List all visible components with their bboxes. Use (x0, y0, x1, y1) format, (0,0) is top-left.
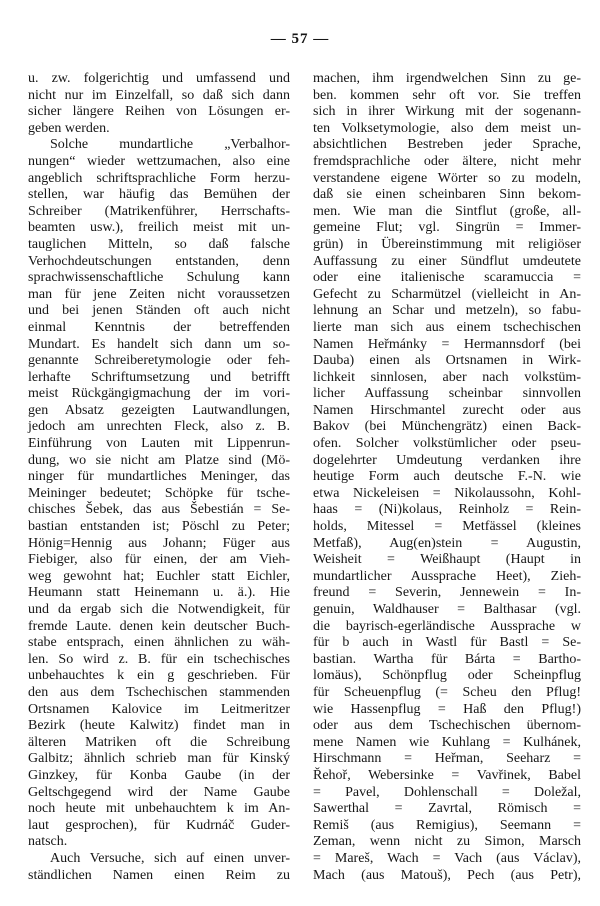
paragraph (313, 71, 581, 884)
text-line: Remiš (aus Remigius), Seemann = (313, 817, 581, 833)
paragraph (28, 851, 290, 884)
text-line: beamten usw.), freilich meist mit un- (28, 220, 290, 236)
text-line: Bakov (bei Münchengrätz) einen Back- (313, 419, 581, 435)
text-line: man für jene Zeiten nicht voraussetzen (28, 286, 290, 302)
text-line: Namen Hirschmantel zurecht oder aus (313, 402, 581, 418)
text-line: Heumann statt Heinemann u. ä.). Hie (28, 585, 290, 601)
text-line: Metfaß), Aug(en)stein = Augustin, (313, 535, 581, 551)
text-line: gemeine Flut; vgl. Singrün = Immer- (313, 220, 581, 236)
text-line: = Pavel, Dohlenschall = Doležal, (313, 784, 581, 800)
text-line: Řehoř, Webersinke = Vavřinek, Babel (313, 767, 581, 783)
text-line: Sawerthal = Zavrtal, Römisch = (313, 801, 581, 817)
text-line: sich in ihrer Wirkung mit der sogenann- (313, 104, 581, 120)
text-line: nungen“ wieder wettzumachen, also eine (28, 153, 290, 169)
text-line: oder aus dem Tschechischen übernom- (313, 718, 581, 734)
text-line: nicht nur im Einzelfall, so daß sich dann (28, 87, 290, 103)
text-line: Mach (aus Matouš), Pech (aus Petr), (313, 867, 581, 883)
text-line: chisches Šebek, das aus Šebestián = Se- (28, 502, 290, 518)
paragraph (28, 71, 290, 137)
text-line: Zeman, wenn nicht zu Simon, Marsch (313, 834, 581, 850)
text-line: lomäus), Schönpflug oder Scheinpflug (313, 668, 581, 684)
text-line: für Scheuenpflug (= Scheu den Pflug! (313, 684, 581, 700)
text-line: daß sie einen scheinbaren Sinn bekom- (313, 187, 581, 203)
text-line: Ginzkey, für Konba Gaube (in der (28, 767, 290, 783)
text-line: Meininger bedeutet; Schöpke für tsche- (28, 485, 290, 501)
text-line: holds, Mitessel = Metfässel (kleines (313, 519, 581, 535)
text-line: Ortsnamen Kalovice im Leitmeritzer (28, 701, 290, 717)
text-line: mene Namen wie Kuhlang = Kulhánek, (313, 734, 581, 750)
text-line: = Mareš, Wach = Vach (aus Václav), (313, 850, 581, 866)
text-line: ten Volksetymologie, also dem meist un- (313, 120, 581, 136)
text-line: stabe entsprach, einen ähnlichen zu wäh- (28, 635, 290, 651)
text-line: len. So wird z. B. für ein tschechisches (28, 651, 290, 667)
text-line: die bayrisch-egerländische Aussprache w (313, 618, 581, 634)
text-line: Auch Versuche, sich auf einen unver- (50, 850, 290, 866)
text-line: jedoch am unrechten Fleck, also z. B. (28, 419, 290, 435)
text-line: ben. kommen sehr oft vor. Sie treffen (313, 87, 581, 103)
text-line: für b auch in Wastl für Bastl = Se- (313, 635, 581, 651)
text-line: lichkeit sinnlosen, aber nach volkstüm- (313, 369, 581, 385)
text-line: Galbitz; ähnlich schrieb man für Kinský (28, 751, 290, 767)
text-line: Hönig=Hennig aus Johann; Füger aus (28, 535, 290, 551)
text-line: Weisheit = Weißhaupt (Haupt in (313, 552, 581, 568)
text-line: sicher längere Reihen von Lösungen er- (28, 104, 290, 120)
text-line: angeblich schriftsprachliche Form herzu- (28, 170, 290, 186)
text-line: einmal Kenntnis der betreffenden (28, 319, 290, 335)
text-line: Verhochdeutschungen entstanden, denn (28, 253, 290, 269)
text-line: geben werden. (28, 120, 110, 136)
text-line: meist Rückgängigmachung der im vori- (28, 386, 290, 402)
text-line: genannte Schreiberetymologie oder feh- (28, 353, 290, 369)
text-line: dogelehrter Umdeutung verdanken ihre (313, 452, 581, 468)
text-line: lehnung an Schar und metzeln), so fabu- (313, 303, 581, 319)
text-line: haas = (Ni)kolaus, Reinholz = Rein- (313, 502, 581, 518)
text-line: laut gesprochen), für Kudrnáč Guder- (28, 817, 290, 833)
text-line: gen Absatz gezeigten Lautwandlungen, (28, 402, 290, 418)
text-line: Fiebiger, also für einen, der am Vieh- (28, 552, 290, 568)
text-line: älteren Matriken oft die Schreibung (28, 734, 290, 750)
text-line: Mundart. Es handelt sich dann um so- (28, 336, 290, 352)
right-column (313, 71, 581, 884)
page-number: — 57 — (270, 31, 330, 47)
text-line: dung, wo sie nicht am Platze sind (Mö- (28, 452, 290, 468)
text-line: ständlichen Namen einen Reim zu (28, 867, 290, 883)
text-line: Einführung von Lauten mit Lippenrun- (28, 436, 290, 452)
text-line: wie Hassenpflug = Haß den Pflug!) (313, 701, 581, 717)
text-line: heutige Form auch deutsche F.-N. wie (313, 469, 581, 485)
text-line: etwa Nickeleisen = Nikolaussohn, Kohl- (313, 485, 581, 501)
text-line: Geltschgegend wird der Name Gaube (28, 784, 290, 800)
text-line: Dauba) einen als Ortsnamen in Wirk- (313, 353, 581, 369)
text-line: bastian. Wartha für Bárta = Bartho- (313, 651, 581, 667)
text-line: Namen Heřmánky = Hermannsdorf (bei (313, 336, 581, 352)
paragraph (28, 137, 290, 851)
text-line: freund = Severin, Jennewein = In- (313, 585, 581, 601)
text-line: fremde Laute. denen kein deutscher Buch- (28, 618, 290, 634)
text-line: verstandene eigene Wörter so zu modeln, (313, 170, 581, 186)
text-line: Hirschmann = Heřman, Seeharz = (313, 751, 581, 767)
text-line: stellen, war häufig das Bemühen der (28, 187, 290, 203)
text-line: noch heute mit unbehauchtem k im An- (28, 801, 290, 817)
text-line: Solche mundartliche „Verbalhor- (50, 137, 290, 153)
text-line: natsch. (28, 834, 68, 850)
text-line: licher Auffassung scheinbar sinnvollen (313, 386, 581, 402)
text-line: und bei jenen Ständen oft auch nicht (28, 303, 290, 319)
text-line: tauglichen Mitteln, so daß falsche (28, 236, 290, 252)
text-line: Schreiber (Matrikenführer, Herrschafts- (28, 203, 290, 219)
text-line: sprachwissenschaftliche Schulung kann (28, 270, 290, 286)
text-line: grün) in Übereinstimmung mit religiöser (313, 236, 581, 252)
text-line: lierte man sich aus einem tschechischen (313, 319, 581, 335)
text-line: men. Wie man die Sintflut (große, all- (313, 203, 581, 219)
text-line: machen, ihm irgendwelchen Sinn zu ge- (313, 71, 581, 86)
text-line: u. zw. folgerichtig und umfassend und (28, 71, 290, 86)
text-line: fremdsprachliche oder ältere, nicht mehr (313, 153, 581, 169)
text-line: den aus dem Tschechischen stammenden (28, 684, 290, 700)
text-line: ninger für mundartliches Meninger, das (28, 469, 290, 485)
text-line: bastian entstanden ist; Pöschl zu Peter; (28, 519, 290, 535)
text-line: und da ergab sich die Notwendigkeit, für (28, 602, 290, 617)
text-line: Bezirk (heute Kalwitz) findet man in (28, 718, 290, 734)
text-line: unbehauchtes k ein g geschrieben. Für (28, 668, 290, 684)
text-line: weg gewohnt hat; Euchler statt Eichler, (28, 568, 290, 584)
text-line: Auffassung zu einer Sündflut umdeutete (313, 253, 581, 269)
text-line: ofen. Solcher volkstümlicher oder pseu- (313, 436, 581, 452)
text-line: Gefecht zu Scharmützel (vielleicht in An- (313, 286, 581, 302)
text-line: absichtlichen Bestreben jeder Sprache, (313, 137, 581, 153)
text-line: genuin, Waldhauser = Balthasar (vgl. (313, 602, 581, 617)
text-line: lerhafte Schriftumsetzung und betrifft (28, 369, 290, 385)
text-line: mundartlicher Aussprache Heet), Zieh- (313, 568, 581, 584)
text-line: oder eine italienische scaramuccia = (313, 270, 581, 286)
left-column (28, 71, 290, 884)
